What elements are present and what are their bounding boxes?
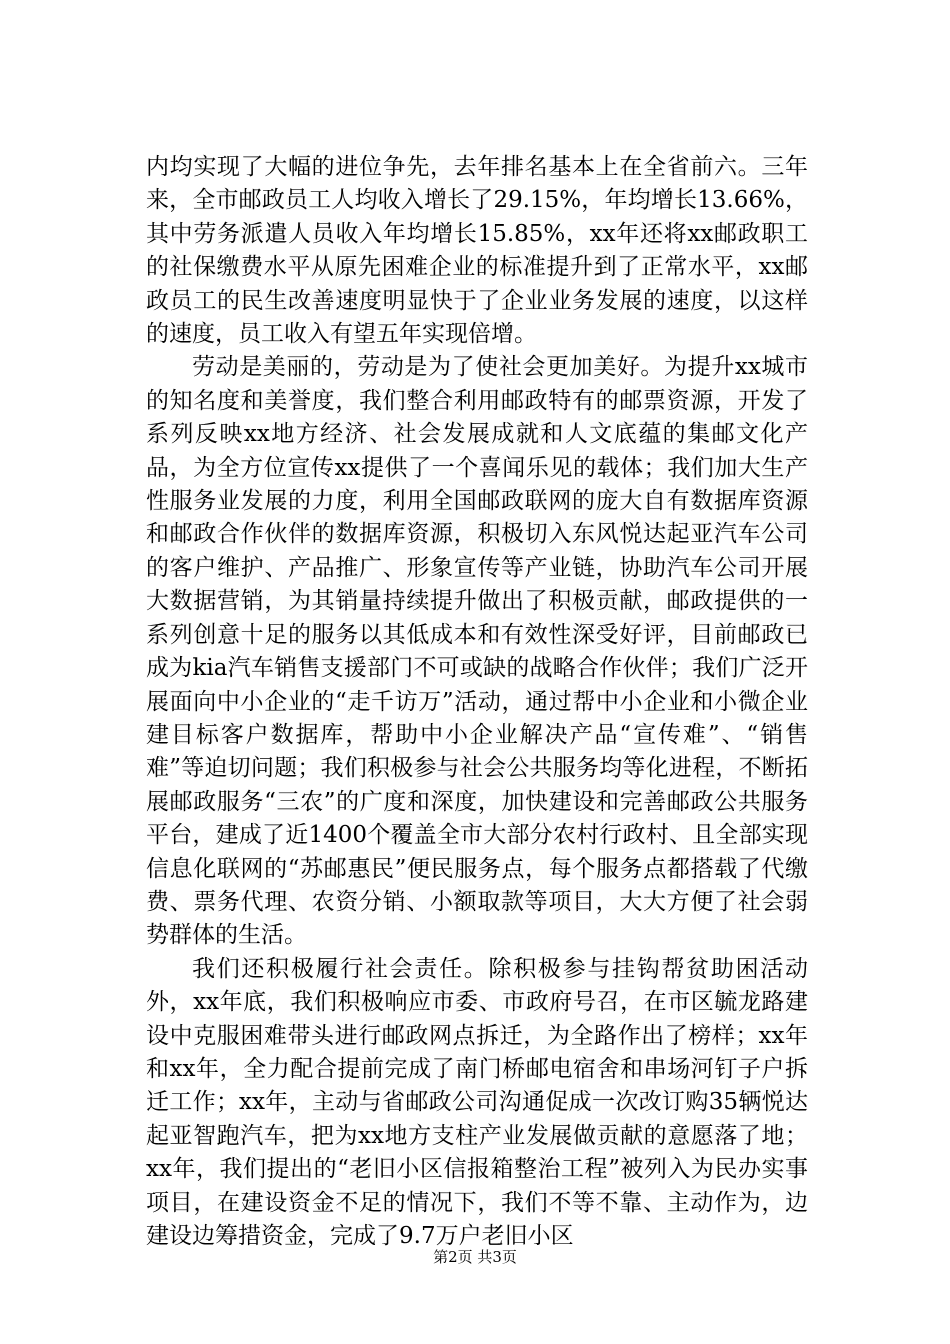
page-number-footer: 第2页 共3页: [433, 1248, 517, 1266]
paragraph-2: 劳动是美丽的，劳动是为了使社会更加美好。为提升xx城市的知名度和美誉度，我们整合利用邮政特有的邮票资源，开发了系列反映xx地方经济、社会发展成就和人文底蕴的集邮文化产品，为全方位宣传xx提供了一个喜闻乐见的载体；我们加大生产性服务业发展的力度，利用全国邮政联网的庞大自有数据库资源和邮政合作伙伴的数据库资源，积极切入东风悦达起亚汽车公司的客户维护、产品推广、形象宣传等产业链，协助汽车公司开展大数据营销，为其销量持续提升做出了积极贡献，邮政提供的一系列创意十足的服务以其低成本和有效性深受好评，目前邮政已成为kia汽车销售支援部门不可或缺的战略合作伙伴；我们广泛开展面向中小企业的“走千访万”活动，通过帮中小企业和小微企业建目标客户数据库，帮助中小企业解决产品“宣传难”、“销售难”等迫切问题；我们积极参与社会公共服务均等化进程，不断拓展邮政服务“三农”的广度和深度，加快建设和完善邮政公共服务平台，建成了近1400个覆盖全市大部分农村行政村、且全部实现信息化联网的“苏邮惠民”便民服务点，每个服务点都搭载了代缴费、票务代理、农资分销、小额取款等项目，大大方便了社会弱势群体的生活。: [146, 354, 808, 949]
paragraph-1: 内均实现了大幅的进位争先，去年排名基本上在全省前六。三年来，全市邮政员工人均收入增长了29.15%，年均增长13.66%，其中劳务派遣人员收入年均增长15.85%，xx年还将xx邮政职工的社保缴费水平从原先困难企业的标准提升到了正常水平，xx邮政员工的民生改善速度明显快于了企业业务发展的速度，以这样的速度，员工收入有望五年实现倍增。: [146, 154, 808, 348]
paragraph-3: 我们还积极履行社会责任。除积极参与挂钩帮贫助困活动外，xx年底，我们积极响应市委、市政府号召，在市区毓龙路建设中克服困难带头进行邮政网点拆迁，为全路作出了榜样；xx年和xx年，全力配合提前完成了南门桥邮电宿舍和串场河钉子户拆迁工作；xx年，主动与省邮政公司沟通促成一次改订购35辆悦达起亚智跑汽车，把为xx地方支柱产业发展做贡献的意愿落了地；xx年，我们提出的“老旧小区信报箱整治工程”被列入为民办实事项目，在建设资金不足的情况下，我们不等不靠、主动作为，边建设边筹措资金，完成了9.7万户老旧小区: [146, 955, 808, 1249]
document-body: [146, 151, 808, 1253]
